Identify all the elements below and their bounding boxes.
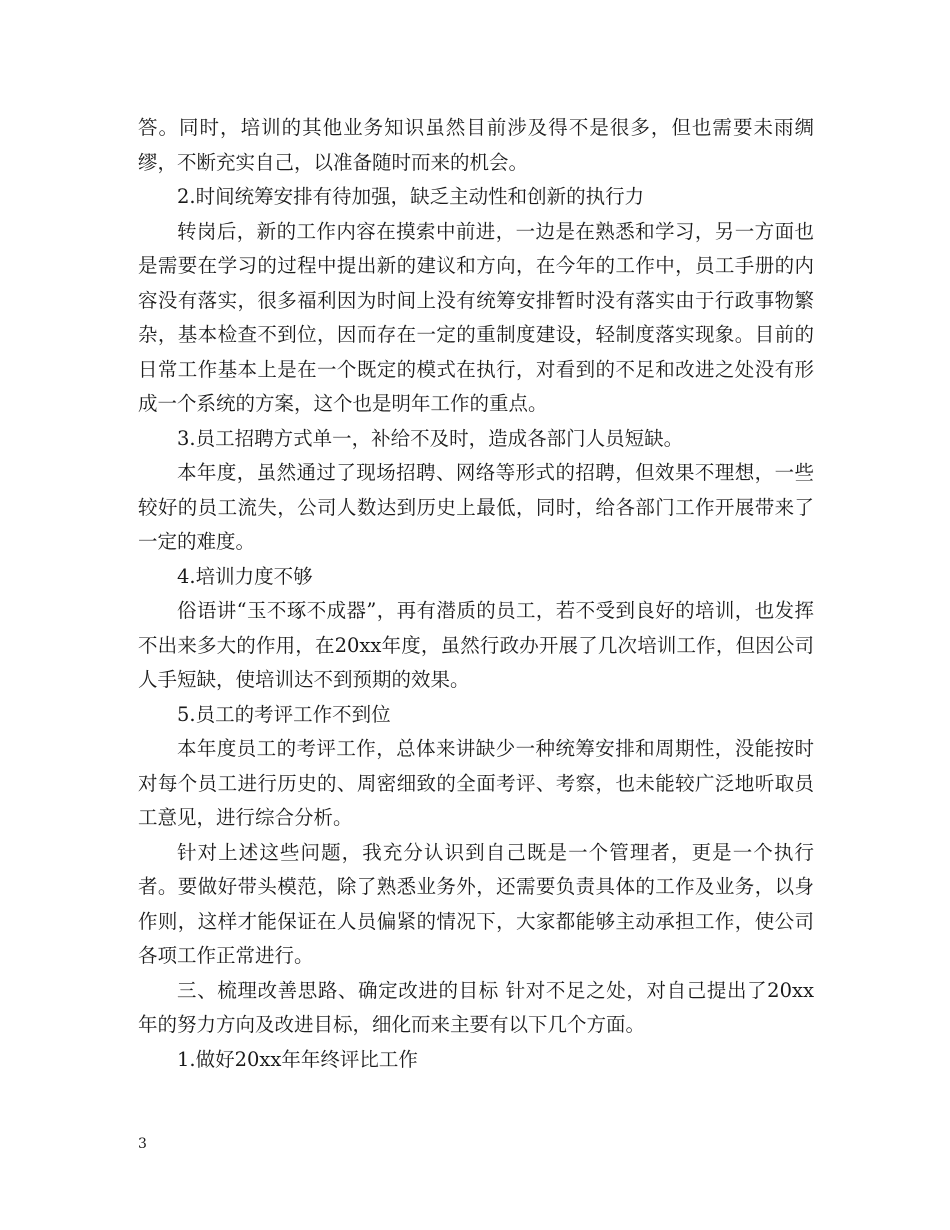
paragraph-recruitment: 本年度，虽然通过了现场招聘、网络等形式的招聘，但效果不理想，一些较好的员工流失，公司人数达到历史上最低，同时，给各部门工作开展带来了一定的难度。 [138, 461, 814, 553]
paragraph-section-three: 三、梳理改善思路、确定改进的目标 针对不足之处，对自己提出了20xx年的努力方向及改进目标，细化而来主要有以下几个方面。 [138, 978, 814, 1036]
heading-evaluation: 5.员工的考评工作不到位 [177, 702, 391, 726]
heading-time-management: 2.时间统筹安排有待加强，缺乏主动性和创新的执行力 [177, 185, 645, 208]
page-number: 3 [138, 1136, 147, 1152]
paragraph-continuation: 答。同时，培训的其他业务知识虽然目前涉及得不是很多，但也需要未雨绸缪，不断充实自己，以准备随时而来的机会。 [138, 116, 814, 174]
heading-recruitment: 3.员工招聘方式单一，补给不及时，造成各部门人员短缺。 [177, 426, 684, 450]
heading-training: 4.培训力度不够 [177, 564, 313, 588]
paragraph-evaluation: 本年度员工的考评工作，总体来讲缺少一种统筹安排和周期性，没能按时对每个员工进行历史的、周密细致的全面考评、考察，也未能较广泛地听取员工意见，进行综合分析。 [138, 737, 814, 829]
heading-year-end-review: 1.做好20xx年年终评比工作 [177, 1047, 418, 1071]
document-body [138, 111, 814, 1077]
paragraph-training: 俗语讲“玉不琢不成器”，再有潜质的员工，若不受到良好的培训，也发挥不出来多大的作用，在20xx年度，虽然行政办开展了几次培训工作，但因公司人手短缺，使培训达不到预期的效果。 [138, 599, 814, 691]
paragraph-transfer-work: 转岗后，新的工作内容在摸索中前进，一边是在熟悉和学习，另一方面也是需要在学习的过程中提出新的建议和方向，在今年的工作中，员工手册的内容没有落实，很多福利因为时间上没有统筹安排暂时没有落实由于行政事物繁杂，基本检查不到位，因而存在一定的重制度建设，轻制度落实现象。目前的日常工作基本上是在一个既定的模式在执行，对看到的不足和改进之处没有形成一个系统的方案，这个也是明年工作的重点。 [138, 219, 814, 415]
paragraph-reflection: 针对上述这些问题，我充分认识到自己既是一个管理者，更是一个执行者。要做好带头模范，除了熟悉业务外，还需要负责具体的工作及业务，以身作则，这样才能保证在人员偏紧的情况下，大家都能够主动承担工作，使公司各项工作正常进行。 [138, 840, 814, 967]
